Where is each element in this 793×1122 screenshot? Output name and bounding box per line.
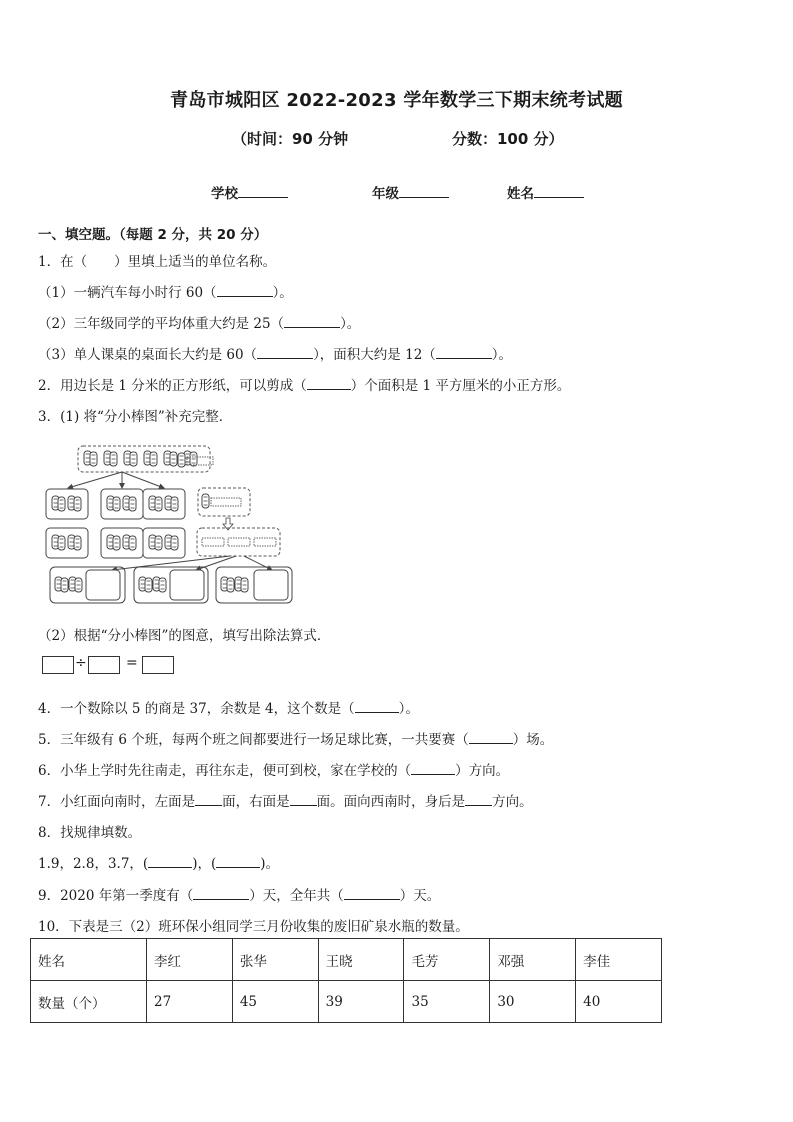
answer-blank[interactable] [257,345,313,359]
q2-end: ）个面积是 1 平方厘米的小正方形。 [350,378,571,394]
table-cell: 姓名 [31,939,147,981]
answer-blank[interactable] [344,886,400,900]
name-field[interactable] [507,182,584,202]
name-label: 姓名 [507,186,534,202]
q8-seq-end: )。 [260,856,280,872]
question-1: 1．在（ ）里填上适当的单位名称。 [38,254,277,270]
quotient-box[interactable] [142,656,174,674]
school-blank[interactable] [238,184,288,198]
q1-3-mid: ），面积大约是 12（ [313,347,436,363]
table-cell: 数量（个） [31,981,147,1023]
answer-blank[interactable] [307,376,351,390]
table-cell: 毛芳 [404,939,490,981]
answer-blank[interactable] [193,886,249,900]
q9-end: ）天。 [399,888,441,904]
q7-end: 方向。 [492,794,533,810]
answer-blank[interactable] [284,314,340,328]
answer-blank[interactable] [411,761,455,775]
q7-mid1: 面，右面是 [222,794,290,810]
table-cell: 张华 [232,939,318,981]
question-1-2 [38,312,360,332]
q9-mid: ）天，全年共（ [249,888,344,904]
question-8-sequence [38,852,279,872]
grade-blank[interactable] [399,184,449,198]
question-3-2: （2）根据“分小棒图”的图意，填写出除法算式． [38,628,331,644]
answer-blank[interactable] [436,345,492,359]
q7-text: 7．小红面向南时，左面是 [38,794,196,810]
table-header-row [31,939,662,981]
q4-text: 4．一个数除以 5 的商是 37，余数是 4，这个数是（ [38,701,355,717]
table-cell: 45 [232,981,318,1023]
equals-sign: = [126,655,138,671]
question-4 [38,697,419,717]
loose-sticks-group [197,528,280,556]
grade-field[interactable] [372,182,449,202]
q8-seq-text: 1.9，2.8，3.7，( [38,856,149,872]
answer-blank[interactable] [217,283,273,297]
q1-2-end: ）。 [340,316,361,332]
bottle-count-table [30,938,662,1023]
q1-3-text: （3）单人课桌的桌面长大约是 60（ [38,347,258,363]
q1-1-text: （1）一辆汽车每小时行 60（ [38,285,217,301]
table-cell: 39 [318,981,404,1023]
table-cell: 李红 [147,939,233,981]
q9-text: 9．2020 年第一季度有（ [38,888,194,904]
school-label: 学校 [211,186,238,202]
divide-sign: ÷ [75,655,87,671]
q6-end: ）方向。 [455,763,510,779]
answer-blank[interactable] [465,792,492,806]
question-1-1 [38,281,293,301]
q1-3-end: ）。 [491,347,513,363]
question-3-1: 3．(1) 将“分小棒图”补充完整． [38,409,233,425]
divisor-box[interactable] [88,656,120,674]
table-cell: 李佳 [576,939,662,981]
question-1-3 [38,343,512,363]
empty-fill-box[interactable] [170,570,204,600]
table-cell: 27 [147,981,233,1023]
empty-fill-box[interactable] [254,570,288,600]
question-9 [38,884,440,904]
question-10: 10．下表是三（2）班环保小组同学三月份收集的废旧矿泉水瓶的数量。 [38,919,469,935]
section-heading: 一、填空题。（每题 2 分，共 20 分） [38,227,268,243]
q2-text: 2．用边长是 1 分米的正方形纸，可以剪成（ [38,378,307,394]
answer-blank[interactable] [148,854,192,868]
name-blank[interactable] [534,184,584,198]
question-6 [38,759,509,779]
question-2 [38,374,570,394]
q1-2-text: （2）三年级同学的平均体重大约是 25（ [38,316,285,332]
dividend-box[interactable] [42,656,74,674]
table-cell: 30 [490,981,576,1023]
table-cell: 王晓 [318,939,404,981]
q8-seq-mid: )，( [192,856,217,872]
answer-blank[interactable] [469,730,513,744]
table-cell: 邓强 [490,939,576,981]
answer-blank[interactable] [195,792,222,806]
question-7 [38,790,533,810]
q1-1-end: ）。 [272,285,293,301]
table-row [31,981,662,1023]
answer-blank[interactable] [216,854,260,868]
q7-mid2: 面。面向西南时，身后是 [316,794,466,810]
q5-text: 5．三年级有 6 个班，每两个班之间都要进行一场足球比赛，一共要赛（ [38,732,469,748]
exam-score: 分数：100 分） [452,130,564,148]
q6-text: 6．小华上学时先往南走，再往东走，便可到校，家在学校的（ [38,763,412,779]
exam-time: （时间：90 分钟 [232,130,349,148]
table-cell: 40 [576,981,662,1023]
q5-end: ）场。 [512,732,554,748]
question-8: 8．找规律填数。 [38,825,142,841]
page-title: 青岛市城阳区 2022-2023 学年数学三下期末统考试题 [170,90,623,111]
question-5 [38,728,553,748]
q4-end: ）。 [398,701,419,717]
table-cell: 35 [404,981,490,1023]
school-field[interactable] [211,182,288,202]
answer-blank[interactable] [290,792,317,806]
answer-blank[interactable] [355,699,399,713]
stick-division-figure [40,440,300,612]
empty-fill-box[interactable] [86,570,120,600]
grade-label: 年级 [372,186,399,202]
